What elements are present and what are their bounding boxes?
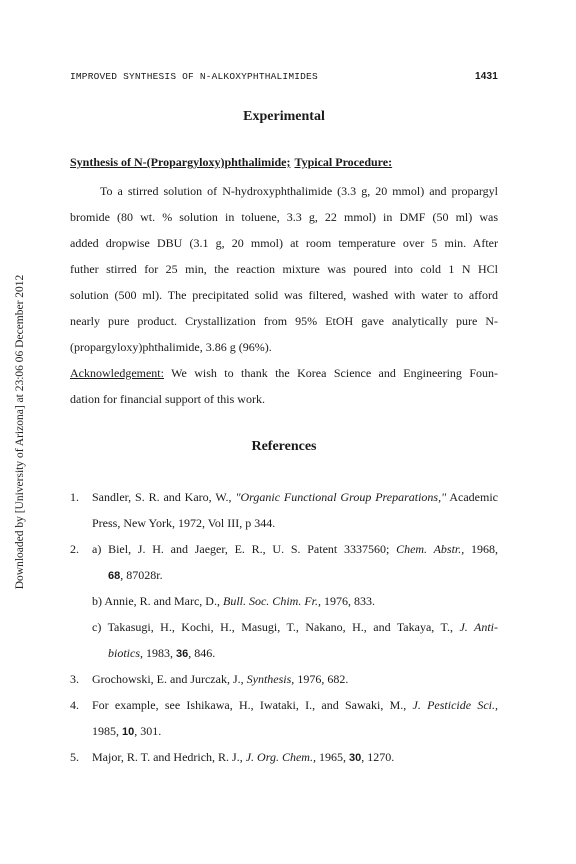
reference-journal: Bull. Soc. Chim. Fr.,	[222, 594, 321, 608]
procedure-subheading	[70, 155, 392, 170]
reference-line	[108, 646, 215, 661]
reference-text: Sandler, S. R. and Karo, W.,	[92, 490, 236, 504]
running-head	[70, 71, 498, 85]
reference-text: For example, see Ishikawa, H., Iwataki, I., and Sawaki, M.,	[92, 698, 413, 712]
paragraph-line: (propargyloxy)phthalimide, 3.86 g (96%).	[70, 340, 272, 354]
paragraph-line: bromide (80 wt. % solution in toluene, 3.3 g, 22 mmol) in DMF (50 ml) was	[70, 210, 498, 224]
ack-text: We wish to thank the Korea Science and Engineering Foun-	[163, 366, 498, 380]
procedure-subheading-label: Typical Procedure:	[294, 155, 393, 169]
reference-text: , 301.	[134, 724, 162, 738]
reference-text: Academic	[446, 490, 498, 504]
reference-volume: 10	[122, 726, 135, 738]
reference-line	[92, 698, 498, 712]
reference-text: 1976, 833.	[320, 594, 375, 608]
reference-text: 1983,	[143, 646, 176, 660]
reference-text: Major, R. T. and Hedrich, R. J.,	[92, 750, 246, 764]
reference-line	[92, 672, 348, 686]
reference-text: , 87028r.	[120, 568, 163, 582]
reference-volume: 30	[348, 752, 362, 764]
reference-text: Grochowski, E. and Jurczak, J.,	[92, 672, 247, 686]
reference-journal: biotics,	[108, 646, 143, 660]
reference-line	[92, 542, 498, 556]
reference-journal: Chem. Abstr.,	[396, 542, 465, 556]
reference-text: c) Takasugi, H., Kochi, H., Masugi, T., Nakano, H., and Takaya, T.,	[92, 620, 460, 634]
download-note: Downloaded by [University of Arizona] at 23:06 06 December 2012	[14, 274, 26, 590]
reference-line	[92, 594, 375, 608]
reference-text: 1968,	[464, 542, 499, 556]
reference-journal: J. Pesticide Sci.,	[412, 698, 498, 712]
reference-line	[92, 724, 161, 739]
reference-line	[92, 750, 394, 765]
reference-number: 3.	[70, 672, 79, 686]
paragraph-line: solution (500 ml). The precipitated solid was filtered, washed with water to afford	[70, 288, 498, 302]
ack-label: Acknowledgement:	[70, 366, 164, 380]
reference-volume: 36	[176, 648, 189, 660]
paragraph-line: nearly pure product. Crystallization from 95% EtOH gave analytically pure N-	[70, 314, 498, 328]
paragraph-line: To a stirred solution of N-hydroxyphthalimide (3.3 g, 20 mmol) and propargyl	[100, 184, 498, 198]
reference-number: 4.	[70, 698, 79, 712]
reference-number: 1.	[70, 490, 79, 504]
reference-line	[108, 568, 163, 583]
reference-text: a) Biel, J. H. and Jaeger, E. R., U. S. Patent 3337560;	[92, 542, 397, 556]
reference-volume: 68	[108, 570, 121, 582]
reference-line	[92, 490, 498, 504]
references-heading: References	[251, 439, 317, 454]
reference-book-title: "Organic Functional Group Preparations,"	[235, 490, 447, 504]
reference-text: , 846.	[188, 646, 216, 660]
download-watermark	[0, 0, 40, 864]
experimental-heading: Experimental	[243, 109, 325, 124]
reference-journal: J. Org. Chem.,	[245, 750, 316, 764]
reference-text: 1965,	[315, 750, 349, 764]
reference-line	[92, 620, 498, 634]
reference-number: 5.	[70, 750, 79, 764]
ack-line: dation for financial support of this work.	[70, 392, 265, 406]
reference-text: 1976, 682.	[294, 672, 349, 686]
paragraph-line: added dropwise DBU (3.1 g, 20 mmol) at room temperature over 5 min. After	[70, 236, 498, 250]
reference-journal: J. Anti-	[459, 620, 499, 634]
page-number: 1431	[474, 71, 498, 82]
reference-text: , 1270.	[361, 750, 395, 764]
ack-line	[70, 366, 498, 380]
reference-number: 2.	[70, 542, 79, 556]
procedure-subheading-title: Synthesis of N-(Propargyloxy)phthalimide;	[70, 155, 291, 169]
reference-line: Press, New York, 1972, Vol III, p 344.	[92, 516, 276, 530]
reference-text: 1985,	[92, 724, 122, 738]
reference-text: b) Annie, R. and Marc, D.,	[92, 594, 223, 608]
reference-journal: Synthesis,	[246, 672, 295, 686]
paragraph-line: futher stirred for 25 min, the reaction mixture was poured into cold 1 N HCl	[70, 262, 498, 276]
running-head-title: IMPROVED SYNTHESIS OF N-ALKOXYPHTHALIMIDES	[70, 71, 318, 82]
